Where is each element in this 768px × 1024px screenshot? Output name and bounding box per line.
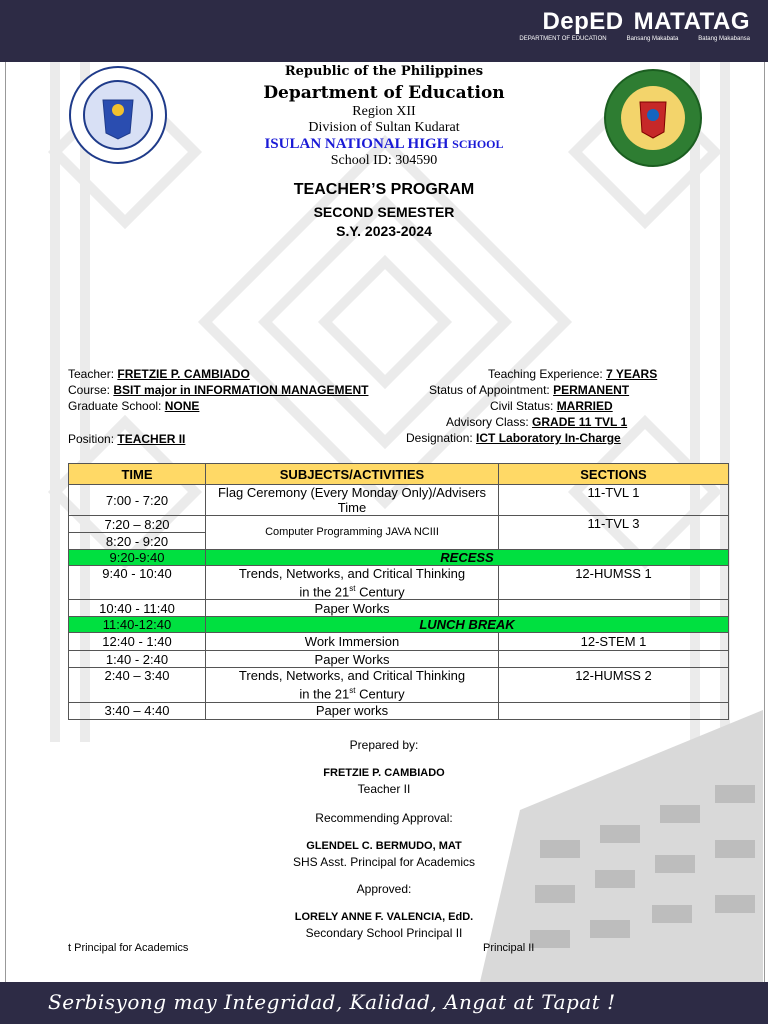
section-cell	[499, 702, 729, 719]
civil-status-field	[490, 399, 613, 413]
subject-cell: Flag Ceremony (Every Monday Only)/Advisers Time	[206, 485, 499, 516]
designation-value: ICT Laboratory In-Charge	[476, 431, 621, 445]
region-line: Region XII	[352, 104, 416, 119]
principal-title: Secondary School Principal II	[305, 926, 463, 940]
subject-cell: Computer Programming JAVA NCIII	[206, 516, 499, 550]
subject-cell: Paper Works	[206, 651, 499, 668]
position-label: Position:	[68, 432, 118, 446]
appointment-status-field	[429, 383, 629, 397]
teacher-value: FRETZIE P. CAMBIADO	[117, 367, 250, 381]
teacher-signatory-title: Teacher II	[357, 782, 411, 796]
footer-motto: Serbisyong may Integridad, Kalidad, Angat at Tapat !	[48, 990, 616, 1014]
section-cell: 11-TVL 3	[499, 516, 729, 550]
principal-name: LORELY ANNE F. VALENCIA, EdD.	[294, 911, 474, 923]
time-cell: 3:40 – 4:40	[69, 702, 206, 719]
lunch-row	[69, 617, 729, 633]
subject-line-2-end: Century	[355, 686, 405, 702]
matatag-subtext-1: Bansang Makabata	[626, 36, 679, 42]
subject-line-1: Trends, Networks, and Critical Thinking	[238, 668, 466, 684]
section-cell: 12-STEM 1	[499, 633, 729, 651]
subject-cell: Work Immersion	[206, 633, 499, 651]
subject-cell	[206, 566, 499, 600]
recommending-label: Recommending Approval:	[315, 811, 453, 825]
schedule-table	[68, 463, 729, 720]
school-name-suffix: SCHOOL	[452, 137, 504, 151]
subject-cell	[206, 668, 499, 702]
table-row	[69, 485, 729, 516]
designation-label: Designation:	[406, 431, 477, 445]
approved-label: Approved:	[356, 882, 412, 896]
subject-line-2: in the 21	[299, 686, 350, 702]
table-row	[69, 516, 729, 533]
appointment-status-label: Status of Appointment:	[429, 383, 554, 397]
deped-wordmark: DepED	[542, 8, 624, 35]
section-cell: 11-TVL 1	[499, 485, 729, 516]
position-field	[68, 432, 197, 446]
civil-status-label: Civil Status:	[490, 399, 557, 413]
time-cell: 8:20 - 9:20	[69, 533, 206, 550]
asst-principal-title: SHS Asst. Principal for Academics	[292, 855, 476, 869]
appointment-status-value: PERMANENT	[553, 383, 630, 397]
division-line: Division of Sultan Kudarat	[308, 120, 460, 135]
prepared-by-label: Prepared by:	[349, 738, 419, 752]
time-cell: 10:40 - 11:40	[69, 600, 206, 617]
section-cell	[499, 600, 729, 617]
subject-line-2-end: Century	[355, 584, 405, 600]
lunch-label: LUNCH BREAK	[206, 617, 729, 633]
deped-matatag-logo	[542, 8, 750, 36]
time-cell: 7:00 - 7:20	[69, 485, 206, 516]
time-header: TIME	[69, 464, 206, 485]
school-year-title: S.Y. 2023-2024	[336, 223, 432, 239]
teacher-label: Teacher:	[68, 367, 118, 381]
department-heading: Department of Education	[263, 83, 505, 103]
ordinal-suffix: st	[349, 686, 356, 696]
semester-title: SECOND SEMESTER	[313, 204, 455, 220]
matatag-subtext-2: Batang Makabansa	[698, 36, 750, 42]
table-row	[69, 566, 729, 600]
stray-text-left: t Principal for Academics	[68, 942, 189, 954]
school-name-main: ISULAN NATIONAL HIGH	[264, 136, 453, 152]
republic-heading: Republic of the Philippines	[284, 64, 484, 79]
table-row	[69, 668, 729, 702]
advisory-class-label: Advisory Class:	[446, 415, 533, 429]
time-cell: 7:20 – 8:20	[69, 516, 206, 533]
subjects-header: SUBJECTS/ACTIVITIES	[206, 464, 499, 485]
matatag-wordmark: MATATAG	[633, 8, 750, 35]
designation-field	[406, 431, 621, 445]
experience-value: 7 YEARS	[606, 367, 658, 381]
course-value: BSIT major in INFORMATION MANAGEMENT	[113, 383, 369, 397]
brand-subtext	[519, 36, 750, 42]
teacher-field	[68, 367, 250, 381]
subject-cell: Paper Works	[206, 600, 499, 617]
school-name	[0, 136, 768, 153]
table-row	[69, 600, 729, 617]
school-id: School ID: 304590	[330, 153, 438, 168]
course-label: Course:	[68, 383, 114, 397]
table-row	[69, 702, 729, 719]
time-cell: 11:40-12:40	[69, 617, 206, 633]
section-cell: 12-HUMSS 2	[499, 668, 729, 702]
table-header-row	[69, 464, 729, 485]
recess-row	[69, 550, 729, 566]
asst-principal-name: GLENDEL C. BERMUDO, MAT	[306, 840, 462, 852]
time-cell: 9:40 - 10:40	[69, 566, 206, 600]
section-cell: 12-HUMSS 1	[499, 566, 729, 600]
subject-line-1: Trends, Networks, and Critical Thinking	[238, 566, 466, 581]
experience-field	[488, 367, 657, 381]
table-row	[69, 651, 729, 668]
teacher-signatory-name: FRETZIE P. CAMBIADO	[323, 767, 445, 779]
graduate-school-value: NONE	[164, 399, 200, 413]
ordinal-suffix: st	[349, 584, 356, 593]
experience-label: Teaching Experience:	[488, 367, 607, 381]
position-value: TEACHER II	[117, 432, 186, 446]
graduate-school-label: Graduate School:	[68, 399, 165, 413]
civil-status-value: MARRIED	[556, 399, 613, 413]
section-cell	[499, 651, 729, 668]
time-cell: 9:20-9:40	[69, 550, 206, 566]
program-title: TEACHER’S PROGRAM	[293, 181, 475, 198]
graduate-school-field	[68, 399, 323, 413]
advisory-class-value: GRADE 11 TVL 1	[532, 415, 628, 429]
time-cell: 12:40 - 1:40	[69, 633, 206, 651]
subject-cell: Paper works	[206, 702, 499, 719]
recess-label: RECESS	[206, 550, 729, 566]
time-cell: 1:40 - 2:40	[69, 651, 206, 668]
advisory-class-field	[446, 415, 627, 429]
stray-text-right: Principal II	[483, 942, 535, 954]
course-field	[68, 383, 368, 397]
subject-line-2: in the 21	[299, 584, 350, 600]
deped-subtext: DEPARTMENT OF EDUCATION	[519, 36, 607, 42]
sections-header: SECTIONS	[499, 464, 729, 485]
time-cell: 2:40 – 3:40	[69, 668, 206, 702]
table-row	[69, 633, 729, 651]
